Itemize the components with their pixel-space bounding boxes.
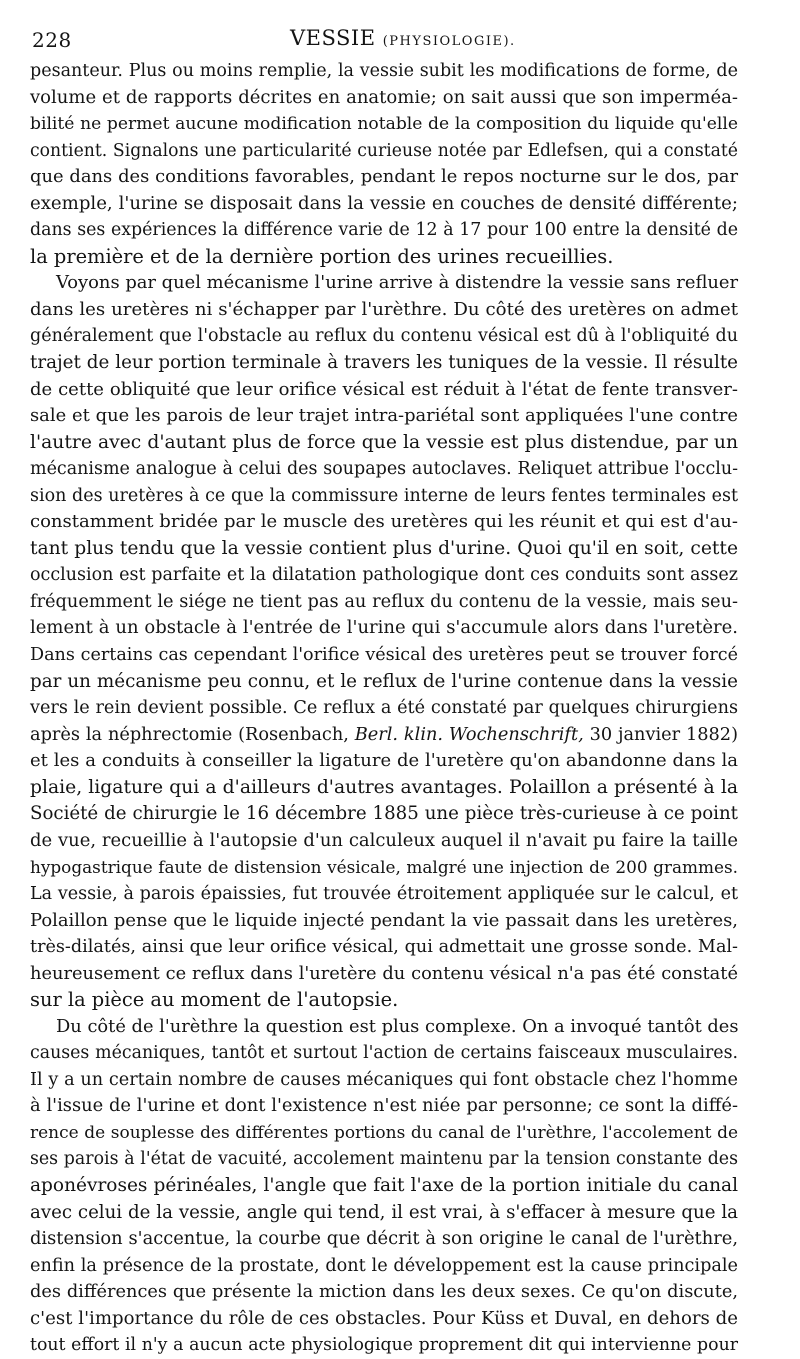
journal-citation: Berl. klin. Wochenschrift, (354, 724, 584, 745)
text-line: contient. Signalons une particularité curieuse notée par Edlefsen, qui a constaté (30, 140, 738, 161)
text-line: dans les uretères ni s'échapper par l'urèthre. Du côté des uretères on admet (30, 298, 738, 320)
text-line: des différences que présente la miction dans les deux sexes. Ce qu'on discute, (30, 1282, 738, 1303)
text-line: tout effort il n'y a aucun acte physiologique proprement dit qui intervienne pour (30, 1335, 738, 1356)
text-line: dans ses expériences la différence varie de 12 à 17 pour 100 entre la densité de (30, 220, 738, 241)
text-line: Société de chirurgie le 16 décembre 1885 une pièce très-curieuse à ce point (30, 803, 738, 825)
text-line: la première et de la dernière portion des urines recueillies. (30, 244, 614, 268)
text-line: sion des uretères à ce que la commissure interne de leurs fentes terminales est (30, 485, 738, 506)
text-line: Du côté de l'urèthre la question est plus complexe. On a invoqué tantôt des (56, 1015, 739, 1037)
running-head-subtitle: (PHYSIOLOGIE). (382, 34, 516, 49)
text-line: mécanisme analogue à celui des soupapes autoclaves. Reliquet attribue l'occlu- (30, 459, 738, 480)
text-line: Il y a un certain nombre de causes mécaniques qui font obstacle chez l'homme (30, 1069, 738, 1090)
text-line: exemple, l'urine se disposait dans la vessie en couches de densité différente; (30, 192, 738, 214)
text-line: c'est l'importance du rôle de ces obstacles. Pour Küss et Duval, en dehors de (30, 1307, 738, 1329)
text-line: sale et que les parois de leur trajet intra-pariétal sont appliquées l'une contre (30, 405, 738, 427)
text-line: avec celui de la vessie, angle qui tend, il est vrai, à s'effacer à mesure que la (30, 1201, 738, 1223)
text-line: lement à un obstacle à l'entrée de l'urine qui s'accumule alors dans l'uretère. (30, 617, 738, 639)
text-line: trajet de leur portion terminale à travers les tuniques de la vessie. Il résulte (30, 352, 738, 374)
text-line: ses parois à l'état de vacuité, accolement maintenu par la tension constante des (30, 1149, 738, 1170)
text-line: très-dilatés, ainsi que leur orifice vésical, qui admettait une grosse sonde. Mal- (30, 937, 738, 958)
running-head (290, 26, 516, 50)
text-line: sur la pièce au moment de l'autopsie. (30, 988, 399, 1012)
text-line-end: 30 janvier 1882) (583, 724, 738, 745)
text-line: bilité ne permet aucune modification notable de la composition du liquide qu'elle (30, 114, 738, 135)
text-line: et les a conduits à conseiller la ligature de l'uretère qu'on abandonne dans la (30, 750, 738, 772)
text-line: causes mécaniques, tantôt et surtout l'action de certains faisceaux musculaires. (30, 1043, 738, 1064)
text-line: Dans certains cas cependant l'orifice vésical des uretères peut se trouver forcé (30, 645, 738, 666)
text-line: de vue, recueillie à l'autopsie d'un calculeux auquel il n'avait pu faire la taille (30, 829, 738, 851)
text-line: distension s'accentue, la courbe que décrit à son origine le canal de l'urèthre, (30, 1228, 738, 1250)
text-line: à l'issue de l'urine et dont l'existence n'est niée par personne; ce sont la diffé- (30, 1095, 738, 1117)
text-line: enfin la présence de la prostate, dont le développement est la cause principale (30, 1255, 738, 1276)
text-line: fréquemment le siége ne tient pas au reflux du contenu de la vessie, mais seu- (30, 591, 738, 612)
body-text (30, 58, 738, 1359)
text-line: La vessie, à parois épaissies, fut trouvée étroitement appliquée sur le calcul, et (30, 883, 738, 904)
text-line: plaie, ligature qui a d'ailleurs d'autres avantages. Polaillon a présenté à la (30, 776, 738, 798)
page-header (32, 22, 760, 54)
text-line: que dans des conditions favorables, pendant le repos nocturne sur le dos, par (30, 166, 738, 188)
text-line: vers le rein devient possible. Ce reflux a été constaté par quelques chirurgiens (30, 698, 738, 719)
text-line: pesanteur. Plus ou moins remplie, la vessie subit les modifications de forme, de (30, 61, 738, 81)
text-line: rence de souplesse des différentes portions du canal de l'urèthre, l'accolement de (30, 1122, 738, 1143)
text-line: volume et de rapports décrites en anatomie; on sait aussi que son imperméa- (30, 86, 738, 108)
page-number: 228 (32, 28, 72, 52)
text-line: heureusement ce reflux dans l'uretère du contenu vésical n'a pas été constaté (30, 962, 738, 984)
text-line: Polaillon pense que le liquide injecté pendant la vie passait dans les uretères, (30, 909, 738, 931)
text-line: de cette obliquité que leur orifice vésical est réduit à l'état de fente transver- (30, 378, 738, 400)
text-line: occlusion est parfaite et la dilatation pathologique dont ces conduits sont assez (30, 565, 738, 586)
text-line: constamment bridée par le muscle des uretères qui les réunit et qui est d'au- (30, 511, 738, 533)
text-line: généralement que l'obstacle au reflux du contenu vésical est dû à l'obliquité du (30, 326, 738, 347)
text-line-with-citation (30, 722, 738, 749)
text-line: l'autre avec d'autant plus de force que la vessie est plus distendue, par un (30, 431, 738, 453)
running-head-title: VESSIE (290, 26, 376, 50)
text-line: tant plus tendu que la vessie contient plus d'urine. Quoi qu'il en soit, cette (30, 537, 738, 559)
text-line: Voyons par quel mécanisme l'urine arrive à distendre la vessie sans refluer (56, 272, 739, 294)
text-line: par un mécanisme peu connu, et le reflux de l'urine contenue dans la vessie (30, 670, 738, 692)
text-line: hypogastrique faute de distension vésicale, malgré une injection de 200 grammes. (30, 857, 738, 878)
text-line-start: après la néphrectomie (Rosenbach, (30, 724, 355, 745)
text-line: aponévroses périnéales, l'angle que fait l'axe de la portion initiale du canal (30, 1174, 738, 1196)
